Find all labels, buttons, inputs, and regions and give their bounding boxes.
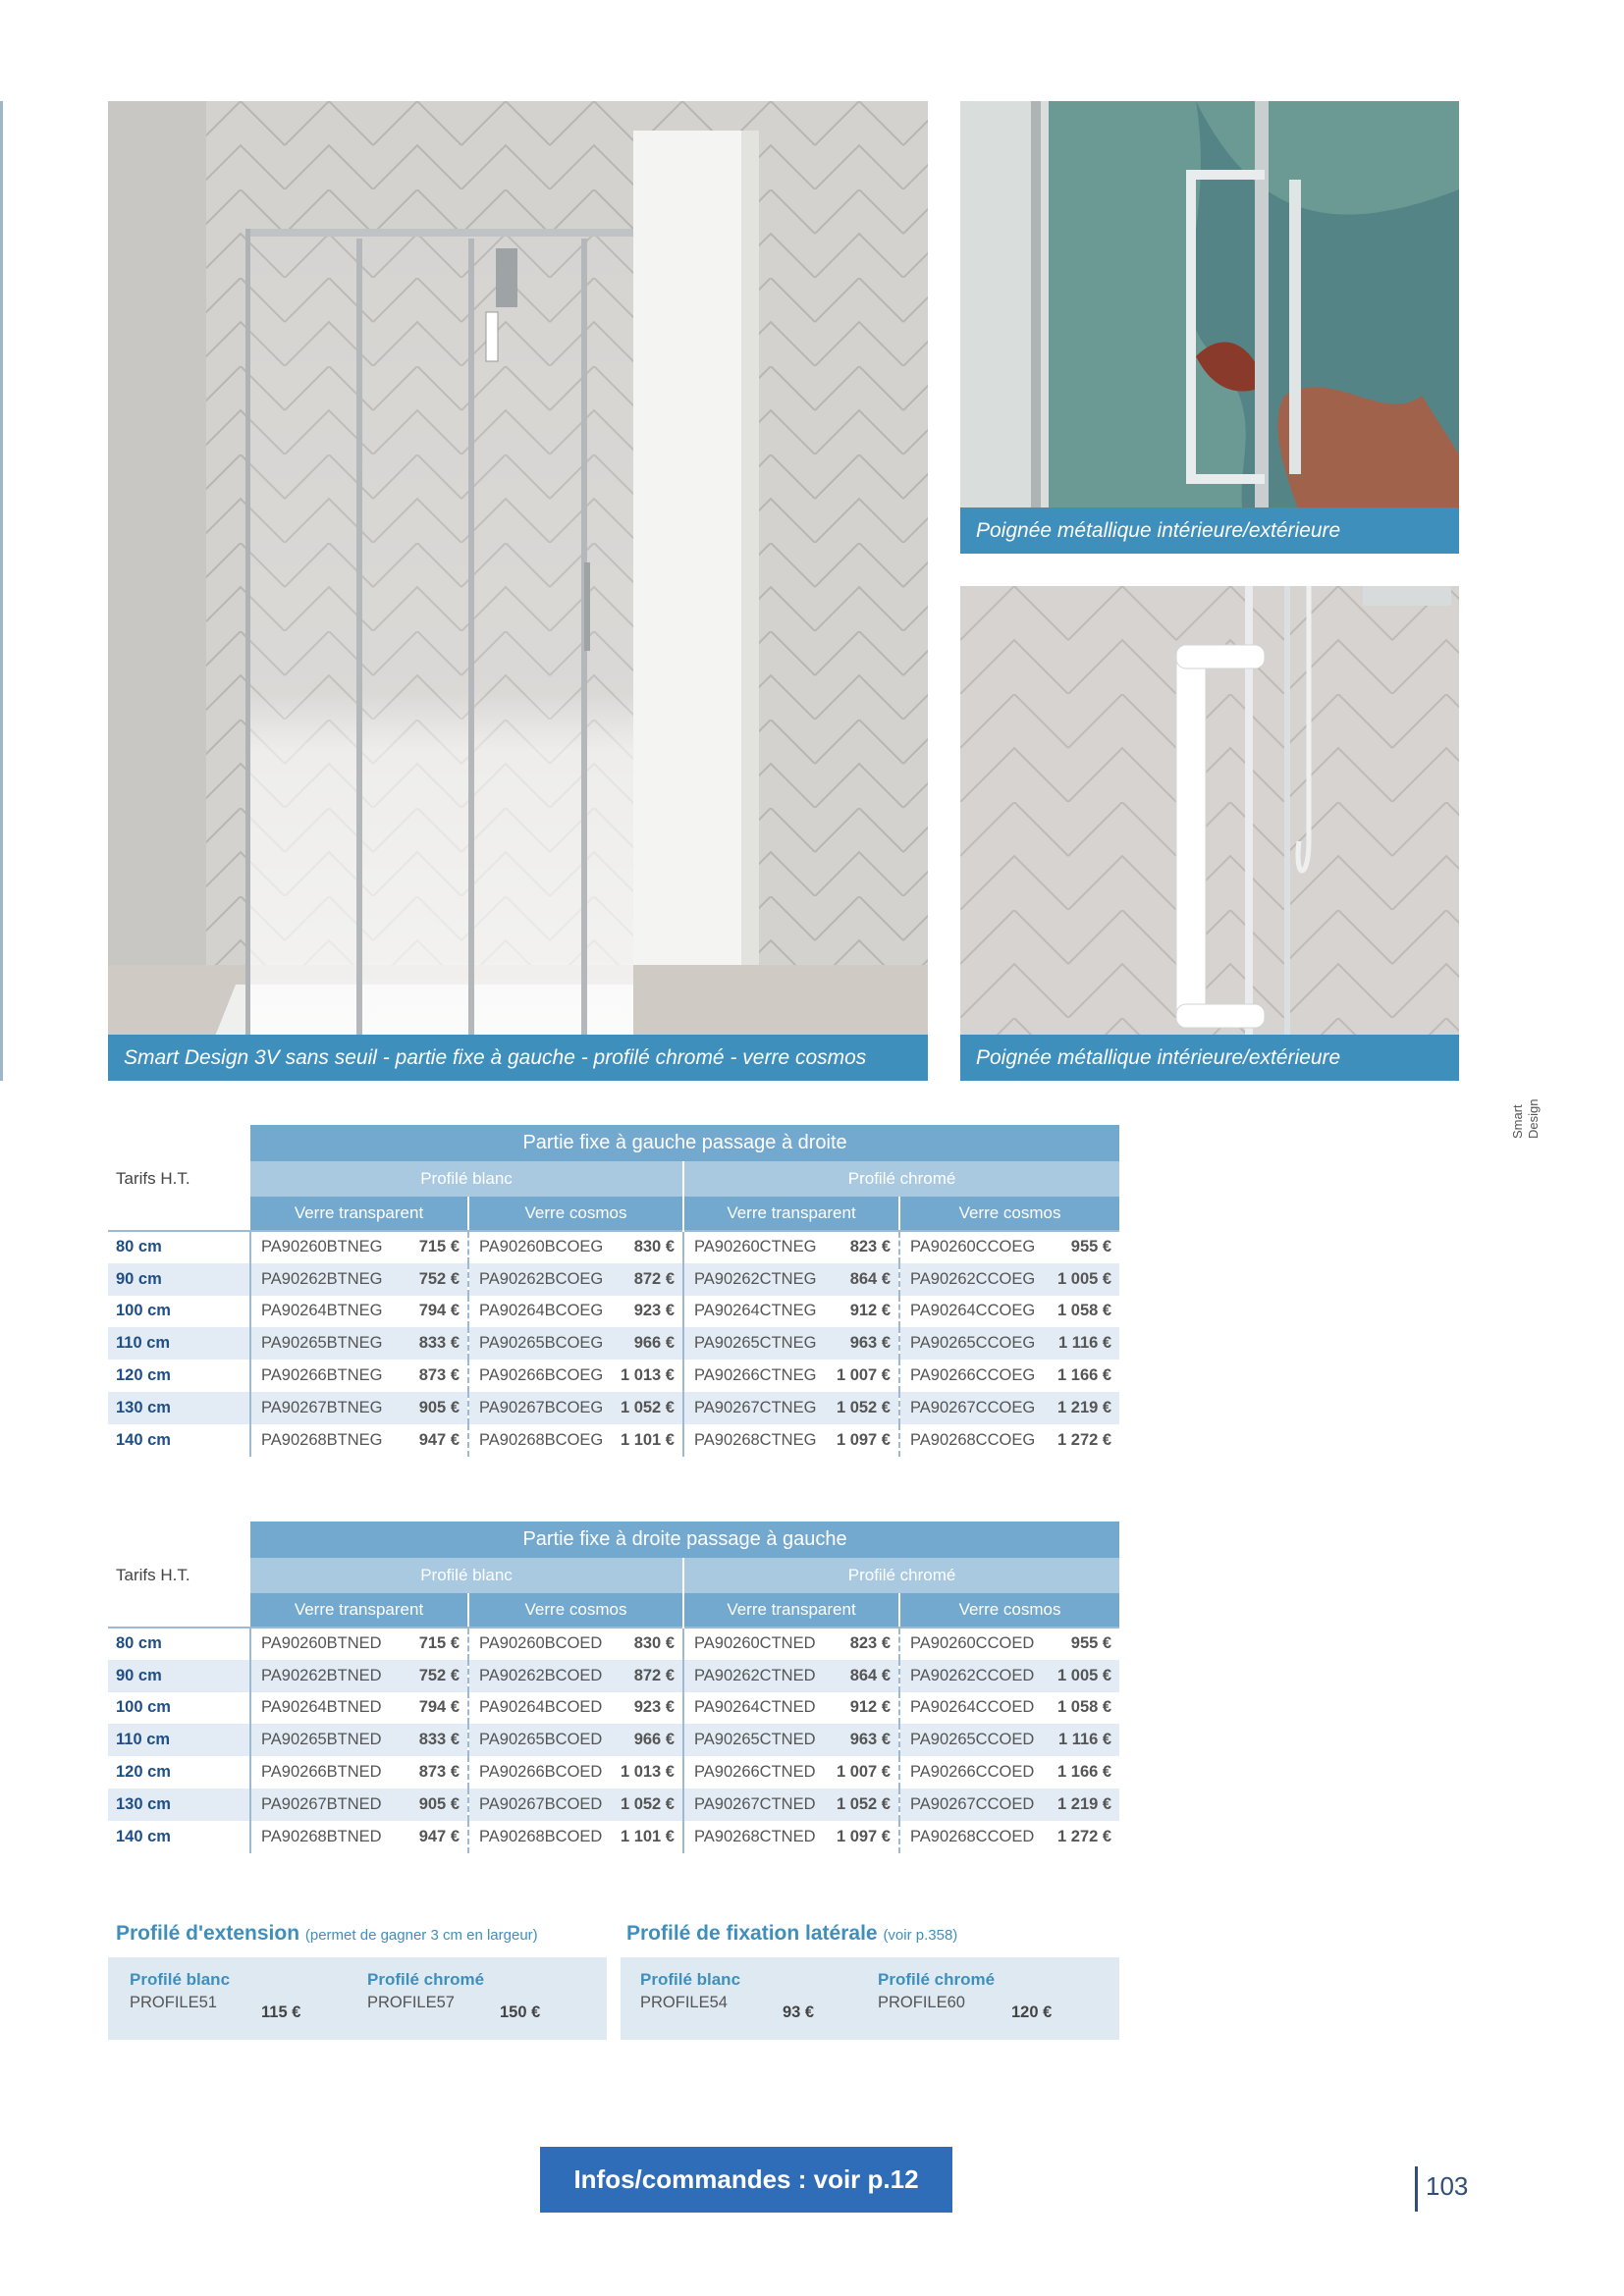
left-page-edge (0, 101, 3, 1081)
price-cell: 864 € (831, 1660, 899, 1692)
main-photo-caption: Smart Design 3V sans seuil - partie fixe à gauche - profilé chromé - verre cosmos (108, 1035, 928, 1081)
side-section-label (1510, 1080, 1549, 1139)
size-cell: 90 cm (108, 1660, 250, 1692)
profile-ref: PROFILE60 (878, 1994, 965, 2011)
glass-header: Verre cosmos (899, 1197, 1119, 1231)
glass-header: Verre transparent (250, 1197, 468, 1231)
code-cell: PA90260BTNED (250, 1628, 403, 1660)
page-number: 103 (1415, 2166, 1468, 2212)
code-cell: PA90265BCOED (468, 1724, 611, 1756)
code-cell: PA90267BTNEG (250, 1392, 403, 1424)
profile-label: Profilé chromé (367, 1970, 485, 1989)
size-cell: 130 cm (108, 1392, 250, 1424)
code-cell: PA90268BTNEG (261, 1430, 383, 1449)
glass-header: Verre transparent (683, 1197, 899, 1231)
code-cell: PA90265BTNEG (250, 1327, 403, 1360)
price-cell: 1 058 € (1057, 1302, 1112, 1320)
price-cell: 1 272 € (1057, 1430, 1112, 1449)
table-row (108, 1360, 1119, 1392)
size-cell: 140 cm (108, 1424, 250, 1457)
size-cell: 90 cm (108, 1263, 250, 1296)
price-cell: 1 101 € (620, 1430, 675, 1449)
profile-item (367, 1970, 593, 2021)
size-cell: 120 cm (108, 1756, 250, 1789)
profile-price: 150 € (500, 2003, 541, 2021)
profile-ref: PROFILE57 (367, 1994, 455, 2011)
code-cell: PA90267CCOEG (899, 1392, 1042, 1424)
price-cell: 947 € (418, 1430, 460, 1449)
price-cell: 864 € (831, 1263, 899, 1296)
group-profile-chrome: Profilé chromé (683, 1558, 1119, 1593)
code-cell: PA90267BTNED (250, 1789, 403, 1821)
price-cell: 794 € (418, 1698, 460, 1717)
price-cell: 1 007 € (836, 1366, 891, 1385)
code-cell: PA90268BCOEG (468, 1424, 611, 1457)
price-cell: 955 € (1042, 1628, 1119, 1660)
price-cell: 1 101 € (620, 1827, 675, 1845)
side-label-line1: Smart (1510, 1104, 1525, 1139)
price-cell: 873 € (418, 1763, 460, 1782)
code-cell: PA90265CTNED (683, 1724, 831, 1756)
price-cell: 1 219 € (1042, 1392, 1119, 1424)
code-cell: PA90267CTNEG (683, 1392, 831, 1424)
profile-ref: PROFILE51 (130, 1994, 217, 2011)
code-cell: PA90266BCOEG (468, 1360, 611, 1392)
code-cell: PA90264CTNED (683, 1692, 831, 1725)
price-cell: 966 € (611, 1327, 683, 1360)
code-cell: PA90266BCOED (468, 1756, 611, 1789)
extension-profile-note: (permet de gagner 3 cm en largeur) (304, 1927, 538, 1944)
code-cell: PA90265BTNED (250, 1724, 403, 1756)
price-cell: 1 007 € (836, 1763, 891, 1782)
price-cell: 1 166 € (1057, 1763, 1112, 1782)
price-cell: 1 005 € (1042, 1263, 1119, 1296)
group-profile-chrome: Profilé chromé (683, 1161, 1119, 1197)
code-cell: PA90268CTNEG (683, 1424, 831, 1457)
size-cell: 110 cm (108, 1724, 250, 1756)
group-profile-white: Profilé blanc (250, 1161, 683, 1197)
code-cell: PA90264CTNEG (683, 1296, 831, 1328)
price-cell: 947 € (418, 1827, 460, 1845)
code-cell: PA90268CTNED (683, 1821, 831, 1853)
profile-label: Profilé blanc (640, 1970, 741, 1989)
code-cell: PA90265CCOED (899, 1724, 1042, 1756)
group-profile-white: Profilé blanc (250, 1558, 683, 1593)
code-cell: PA90262CTNEG (683, 1263, 831, 1296)
glass-header: Verre cosmos (468, 1197, 683, 1231)
handle-top-illustration (960, 101, 1459, 554)
code-cell: PA90260CTNED (683, 1628, 831, 1660)
table-row (108, 1231, 1119, 1263)
code-cell: PA90266CCOEG (899, 1360, 1042, 1392)
extension-profile-heading (116, 1922, 538, 1946)
code-cell: PA90262CCOED (899, 1660, 1042, 1692)
price-cell: 1 097 € (836, 1430, 891, 1449)
price-cell: 752 € (403, 1263, 468, 1296)
price-cell: 873 € (418, 1366, 460, 1385)
handle-photo-top (960, 101, 1459, 554)
shower-door-photo (108, 101, 928, 1081)
size-cell: 80 cm (108, 1628, 250, 1660)
profile-label: Profilé chromé (878, 1970, 996, 1989)
fixation-profile-heading (626, 1922, 957, 1946)
price-cell: 963 € (831, 1724, 899, 1756)
glass-header: Verre cosmos (468, 1593, 683, 1628)
price-cell: 1 058 € (1057, 1698, 1112, 1717)
size-cell: 120 cm (108, 1360, 250, 1392)
table-row (108, 1327, 1119, 1360)
table-title: Partie fixe à gauche passage à droite (250, 1125, 1119, 1161)
profile-item (878, 1970, 1104, 2021)
table-row (108, 1424, 1119, 1457)
code-cell: PA90266CTNED (683, 1756, 831, 1789)
code-cell: PA90266BTNED (261, 1763, 382, 1782)
price-cell: 715 € (403, 1231, 468, 1263)
profile-label: Profilé blanc (130, 1970, 231, 1989)
code-cell: PA90262CCOEG (899, 1263, 1042, 1296)
size-cell: 100 cm (108, 1296, 250, 1328)
profile-item (640, 1970, 866, 2021)
code-cell: PA90260BCOED (468, 1628, 611, 1660)
price-cell: 912 € (849, 1698, 891, 1717)
handle-photo-bottom (960, 586, 1459, 1081)
code-cell: PA90260BTNEG (250, 1231, 403, 1263)
price-cell: 923 € (633, 1698, 675, 1717)
code-cell: PA90268BCOED (468, 1821, 611, 1853)
table-row (108, 1724, 1119, 1756)
code-cell: PA90265CTNEG (683, 1327, 831, 1360)
profile-price: 93 € (783, 2003, 815, 2021)
price-cell: 966 € (611, 1724, 683, 1756)
fixation-profile-note: (voir p.358) (883, 1927, 958, 1944)
price-cell: 752 € (403, 1660, 468, 1692)
price-cell: 823 € (831, 1231, 899, 1263)
glass-header: Verre transparent (250, 1593, 468, 1628)
price-cell: 833 € (403, 1724, 468, 1756)
price-cell: 1 272 € (1057, 1827, 1112, 1845)
price-cell: 1 097 € (836, 1827, 891, 1845)
code-cell: PA90267BCOED (468, 1789, 611, 1821)
table-title: Partie fixe à droite passage à gauche (250, 1522, 1119, 1558)
code-cell: PA90264BTNEG (261, 1302, 383, 1320)
code-cell: PA90266CTNEG (683, 1360, 831, 1392)
tarifs-label: Tarifs H.T. (108, 1558, 250, 1593)
price-cell: 1 005 € (1042, 1660, 1119, 1692)
table-row (108, 1296, 1119, 1328)
code-cell: PA90260CCOEG (899, 1231, 1042, 1263)
code-cell: PA90260CTNEG (683, 1231, 831, 1263)
profile-price: 120 € (1011, 2003, 1053, 2021)
code-cell: PA90266CCOED (899, 1756, 1042, 1789)
profile-item (130, 1970, 355, 2021)
price-cell: 833 € (403, 1327, 468, 1360)
profile-price: 115 € (261, 2003, 301, 2021)
price-cell: 715 € (403, 1628, 468, 1660)
price-cell: 923 € (633, 1302, 675, 1320)
handle-top-caption: Poignée métallique intérieure/extérieure (960, 507, 1459, 554)
size-cell: 140 cm (108, 1821, 250, 1853)
code-cell: PA90262BTNEG (250, 1263, 403, 1296)
side-label-line2: Design (1526, 1098, 1541, 1139)
code-cell: PA90262CTNED (683, 1660, 831, 1692)
code-cell: PA90264BCOED (468, 1692, 611, 1725)
price-cell: 963 € (831, 1327, 899, 1360)
price-cell: 1 219 € (1042, 1789, 1119, 1821)
code-cell: PA90264CCOED (899, 1692, 1042, 1725)
code-cell: PA90265BCOEG (468, 1327, 611, 1360)
table-row (108, 1692, 1119, 1725)
glass-header: Verre transparent (683, 1593, 899, 1628)
code-cell: PA90267BCOEG (468, 1392, 611, 1424)
code-cell: PA90265CCOEG (899, 1327, 1042, 1360)
price-cell: 905 € (403, 1392, 468, 1424)
price-cell: 872 € (611, 1263, 683, 1296)
extension-profile-title: Profilé d'extension (116, 1922, 300, 1945)
code-cell: PA90268BTNED (261, 1827, 382, 1845)
table-row (108, 1263, 1119, 1296)
price-cell: 830 € (611, 1231, 683, 1263)
table-row (108, 1628, 1119, 1660)
handle-bottom-illustration (960, 586, 1459, 1081)
price-cell: 794 € (418, 1302, 460, 1320)
price-cell: 1 052 € (611, 1789, 683, 1821)
glass-header: Verre cosmos (899, 1593, 1119, 1628)
tarifs-label: Tarifs H.T. (108, 1161, 250, 1197)
code-cell: PA90260BCOEG (468, 1231, 611, 1263)
price-cell: 1 052 € (831, 1392, 899, 1424)
code-cell: PA90264CCOEG (899, 1296, 1042, 1328)
code-cell: PA90267CTNED (683, 1789, 831, 1821)
shower-door-illustration (108, 101, 928, 1081)
table-row (108, 1789, 1119, 1821)
price-cell: 1 052 € (831, 1789, 899, 1821)
infos-orders-button[interactable]: Infos/commandes : voir p.12 (540, 2147, 952, 2213)
code-cell: PA90262BCOEG (468, 1263, 611, 1296)
code-cell: PA90260CCOED (899, 1628, 1042, 1660)
code-cell: PA90268CCOEG (899, 1424, 1042, 1457)
table-row (108, 1821, 1119, 1853)
price-table-left-fixed (108, 1125, 1119, 1457)
price-cell: 1 116 € (1042, 1327, 1119, 1360)
size-cell: 130 cm (108, 1789, 250, 1821)
price-cell: 1 166 € (1057, 1366, 1112, 1385)
extension-profile-box (108, 1957, 607, 2040)
price-cell: 1 116 € (1042, 1724, 1119, 1756)
code-cell: PA90262BCOED (468, 1660, 611, 1692)
code-cell: PA90268CCOED (899, 1821, 1042, 1853)
price-cell: 905 € (403, 1789, 468, 1821)
size-cell: 80 cm (108, 1231, 250, 1263)
price-cell: 1 013 € (620, 1366, 675, 1385)
code-cell: PA90266BTNEG (261, 1366, 383, 1385)
price-table-right-fixed (108, 1522, 1119, 1853)
table-row (108, 1756, 1119, 1789)
price-cell: 912 € (849, 1302, 891, 1320)
price-cell: 1 052 € (611, 1392, 683, 1424)
table-row (108, 1660, 1119, 1692)
handle-bottom-caption: Poignée métallique intérieure/extérieure (960, 1035, 1459, 1081)
size-cell: 100 cm (108, 1692, 250, 1725)
price-cell: 830 € (611, 1628, 683, 1660)
price-cell: 823 € (831, 1628, 899, 1660)
price-cell: 872 € (611, 1660, 683, 1692)
code-cell: PA90262BTNED (250, 1660, 403, 1692)
code-cell: PA90264BTNED (261, 1698, 382, 1717)
fixation-profile-box (621, 1957, 1119, 2040)
code-cell: PA90267CCOED (899, 1789, 1042, 1821)
profile-ref: PROFILE54 (640, 1994, 728, 2011)
price-cell: 955 € (1042, 1231, 1119, 1263)
table-row (108, 1392, 1119, 1424)
price-cell: 1 013 € (620, 1763, 675, 1782)
size-cell: 110 cm (108, 1327, 250, 1360)
code-cell: PA90264BCOEG (468, 1296, 611, 1328)
fixation-profile-title: Profilé de fixation latérale (626, 1922, 878, 1945)
